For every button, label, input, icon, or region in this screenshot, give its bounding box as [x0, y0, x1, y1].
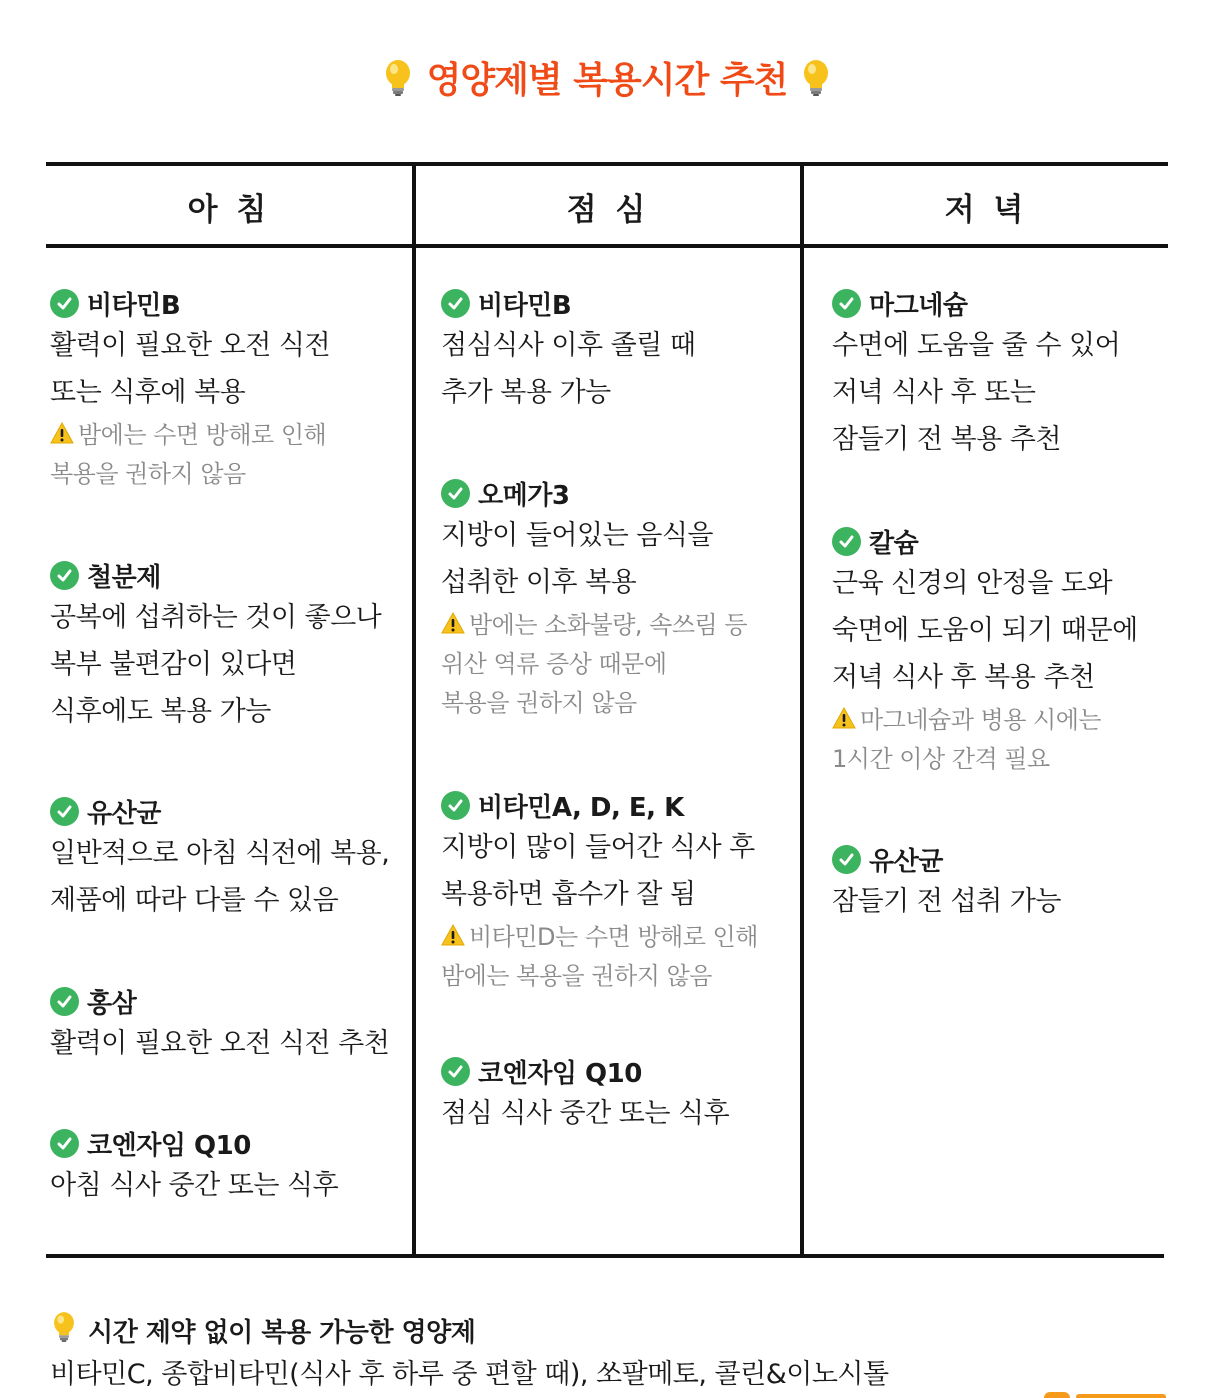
column-header-morning: 아 침 — [187, 191, 271, 228]
lightbulb-icon — [381, 58, 415, 107]
supplement-name-text: 비타민B — [87, 290, 181, 321]
warning-text: 밤에는 소화불량, 속쓰림 등 — [469, 611, 748, 639]
warning-icon — [441, 919, 465, 958]
check-circle-icon — [50, 1129, 79, 1158]
supplement-name-text: 코엔자임 Q10 — [478, 1058, 642, 1089]
supplement-name-text: 철분제 — [87, 562, 161, 593]
lightbulb-icon — [50, 1310, 78, 1351]
supplement-item — [441, 786, 797, 996]
supplement-name-text: 홍삼 — [87, 988, 137, 1019]
supplement-name-text: 오메가3 — [478, 480, 570, 511]
description-line: 점심식사 이후 졸릴 때 — [441, 330, 696, 361]
description-line: 또는 식후에 복용 — [50, 377, 246, 408]
warning-icon — [441, 607, 465, 646]
warning-line — [441, 918, 797, 957]
supplement-item — [50, 556, 410, 735]
description-line: 일반적으로 아침 식전에 복용, — [50, 838, 390, 869]
supplement-name — [832, 522, 1166, 560]
description-line: 수면에 도움을 줄 수 있어 — [832, 330, 1121, 361]
description-line: 섭취한 이후 복용 — [441, 567, 637, 598]
warning-line — [832, 701, 1166, 740]
supplement-item — [50, 982, 410, 1067]
description-line: 잠들기 전 복용 추천 — [832, 424, 1061, 455]
supplement-name-text: 칼슘 — [869, 528, 919, 559]
warning-icon — [50, 417, 74, 456]
check-circle-icon — [50, 561, 79, 590]
warning-text: 밤에는 수면 방해로 인해 — [78, 421, 327, 449]
warning-line — [441, 645, 797, 684]
warning-text: 복용을 권하지 않음 — [441, 689, 637, 717]
warning-line — [832, 740, 1166, 779]
supplement-item — [50, 284, 410, 494]
description-line: 활력이 필요한 오전 식전 — [50, 330, 331, 361]
column-divider — [412, 162, 416, 1258]
warning-line — [50, 455, 410, 494]
supplement-name — [50, 556, 410, 594]
warning-text: 밤에는 복용을 권하지 않음 — [441, 962, 712, 990]
warning-line — [441, 684, 797, 723]
warning-line — [441, 606, 797, 645]
supplement-name — [832, 840, 1166, 878]
schedule-table — [46, 162, 1168, 1258]
description-line: 추가 복용 가능 — [441, 377, 611, 408]
supplement-item — [832, 840, 1166, 925]
check-circle-icon — [832, 527, 861, 556]
supplement-name — [441, 284, 797, 322]
brand-logo — [1044, 1388, 1174, 1398]
supplement-name — [441, 474, 797, 512]
check-circle-icon — [441, 479, 470, 508]
description-line: 활력이 필요한 오전 식전 추천 — [50, 1028, 390, 1059]
warning-text: 1시간 이상 간격 필요 — [832, 745, 1050, 773]
table-bottom-border — [46, 1254, 1164, 1258]
page-title — [0, 52, 1214, 107]
supplement-name-text: 유산균 — [869, 846, 943, 877]
supplement-item — [50, 1124, 410, 1209]
supplement-name — [50, 982, 410, 1020]
description-line: 지방이 많이 들어간 식사 후 — [441, 832, 755, 863]
description-line: 저녁 식사 후 또는 — [832, 377, 1036, 408]
warning-line — [441, 957, 797, 996]
description-line: 식후에도 복용 가능 — [50, 696, 271, 727]
description-line: 제품에 따라 다를 수 있음 — [50, 885, 339, 916]
supplement-item — [50, 792, 410, 924]
check-circle-icon — [832, 289, 861, 318]
column-header-lunch: 점 심 — [566, 191, 650, 228]
description-line: 지방이 들어있는 음식을 — [441, 520, 713, 551]
supplement-item — [832, 284, 1166, 463]
supplement-name-text: 마그네슘 — [869, 290, 968, 321]
check-circle-icon — [50, 987, 79, 1016]
supplement-name-text: 비타민A, D, E, K — [478, 792, 684, 823]
description-line: 잠들기 전 섭취 가능 — [832, 886, 1061, 917]
supplement-item — [441, 284, 797, 416]
check-circle-icon — [441, 1057, 470, 1086]
description-line: 근육 신경의 안정을 도와 — [832, 568, 1113, 599]
warning-text: 마그네슘과 병용 시에는 — [860, 706, 1102, 734]
supplement-item — [832, 522, 1166, 779]
description-line: 복용하면 흡수가 잘 됨 — [441, 879, 696, 910]
lightbulb-icon — [799, 58, 833, 107]
supplement-name — [441, 1052, 797, 1090]
column-divider — [800, 162, 804, 1258]
check-circle-icon — [50, 797, 79, 826]
description-line: 복부 불편감이 있다면 — [50, 649, 297, 680]
supplement-item — [441, 474, 797, 723]
footer-text: 비타민C, 종합비타민(식사 후 하루 중 편할 때), 쏘팔메토, 콜린&이노시톨 — [50, 1359, 889, 1390]
warning-text: 위산 역류 증상 때문에 — [441, 650, 667, 678]
column-header-dinner: 저 녁 — [944, 191, 1028, 228]
check-circle-icon — [441, 791, 470, 820]
supplement-item — [441, 1052, 797, 1137]
footer-title-text: 시간 제약 없이 복용 가능한 영양제 — [88, 1318, 476, 1348]
supplement-name — [50, 792, 410, 830]
supplement-name-text: 코엔자임 Q10 — [87, 1130, 251, 1161]
supplement-name-text: 유산균 — [87, 798, 161, 829]
supplement-name — [832, 284, 1166, 322]
check-circle-icon — [832, 845, 861, 874]
description-line: 점심 식사 중간 또는 식후 — [441, 1098, 730, 1129]
supplement-name — [50, 1124, 410, 1162]
supplement-name-text: 비타민B — [478, 290, 572, 321]
page-title-text: 영양제별 복용시간 추천 — [426, 60, 788, 101]
description-line: 공복에 섭취하는 것이 좋으나 — [50, 602, 382, 633]
check-circle-icon — [50, 289, 79, 318]
supplement-name — [441, 786, 797, 824]
warning-icon — [832, 702, 856, 741]
supplement-name — [50, 284, 410, 322]
check-circle-icon — [441, 289, 470, 318]
warning-line — [50, 416, 410, 455]
description-line: 숙면에 도움이 되기 때문에 — [832, 615, 1138, 646]
description-line: 아침 식사 중간 또는 식후 — [50, 1170, 339, 1201]
footer-title — [50, 1310, 475, 1351]
warning-text: 복용을 권하지 않음 — [50, 460, 246, 488]
warning-text: 비타민D는 수면 방해로 인해 — [469, 923, 758, 951]
description-line: 저녁 식사 후 복용 추천 — [832, 662, 1095, 693]
